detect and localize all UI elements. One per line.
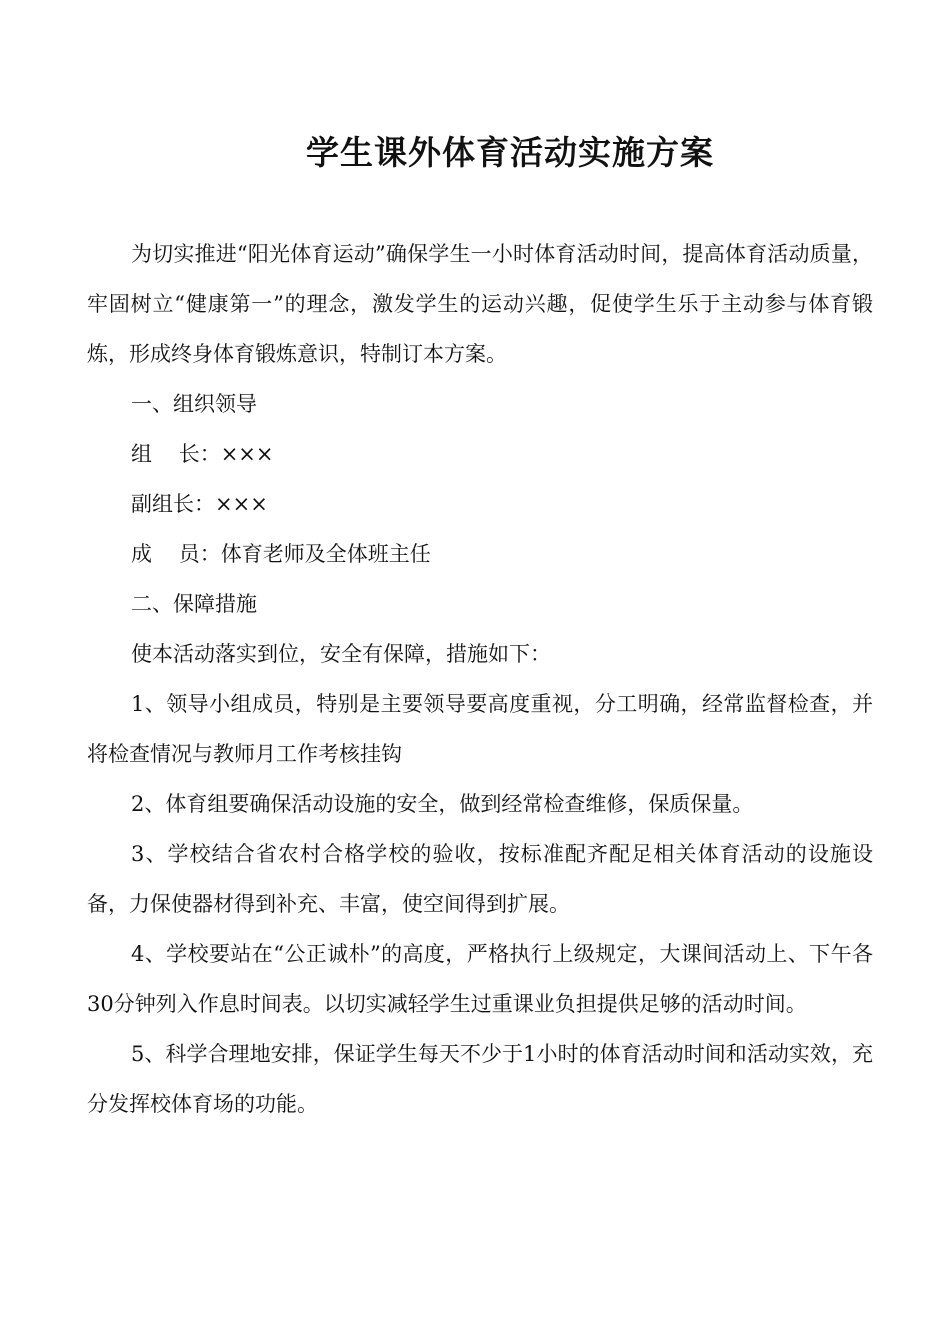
document-body bbox=[87, 229, 873, 1129]
deputy-leader-line: 副组长：××× bbox=[131, 492, 268, 516]
intro-paragraph: 为切实推进“阳光体育运动”确保学生一小时体育活动时间，提高体育活动质量，牢固树立“健康第一”的理念，激发学生的运动兴趣，促使学生乐于主动参与体育锻炼，形成终身体育锻炼意识，特制订本方案。 bbox=[87, 242, 873, 366]
members-line: 成 员：体育老师及全体班主任 bbox=[131, 542, 431, 566]
section-heading-organization: 一、组织领导 bbox=[131, 392, 257, 416]
measure-item-2: 2、体育组要确保活动设施的安全，做到经常检查维修，保质保量。 bbox=[131, 792, 754, 816]
measures-intro: 使本活动落实到位，安全有保障，措施如下： bbox=[131, 642, 551, 666]
leader-line: 组 长：××× bbox=[131, 442, 274, 466]
measure-item-1: 1、领导小组成员，特别是主要领导要高度重视，分工明确，经常监督检查，并将检查情况与教师月工作考核挂钩 bbox=[87, 692, 873, 766]
section-heading-measures: 二、保障措施 bbox=[131, 592, 257, 616]
measure-item-3: 3、学校结合省农村合格学校的验收，按标准配齐配足相关体育活动的设施设备，力保使器材得到补充、丰富，使空间得到扩展。 bbox=[87, 842, 873, 916]
document-title: 学生课外体育活动实施方案 bbox=[306, 133, 714, 172]
measure-item-4: 4、学校要站在“公正诚朴”的高度，严格执行上级规定，大课间活动上、下午各30分钟列入作息时间表。以切实减轻学生过重课业负担提供足够的活动时间。 bbox=[87, 942, 873, 1016]
measure-item-5: 5、科学合理地安排，保证学生每天不少于1小时的体育活动时间和活动实效，充分发挥校体育场的功能。 bbox=[87, 1042, 873, 1116]
